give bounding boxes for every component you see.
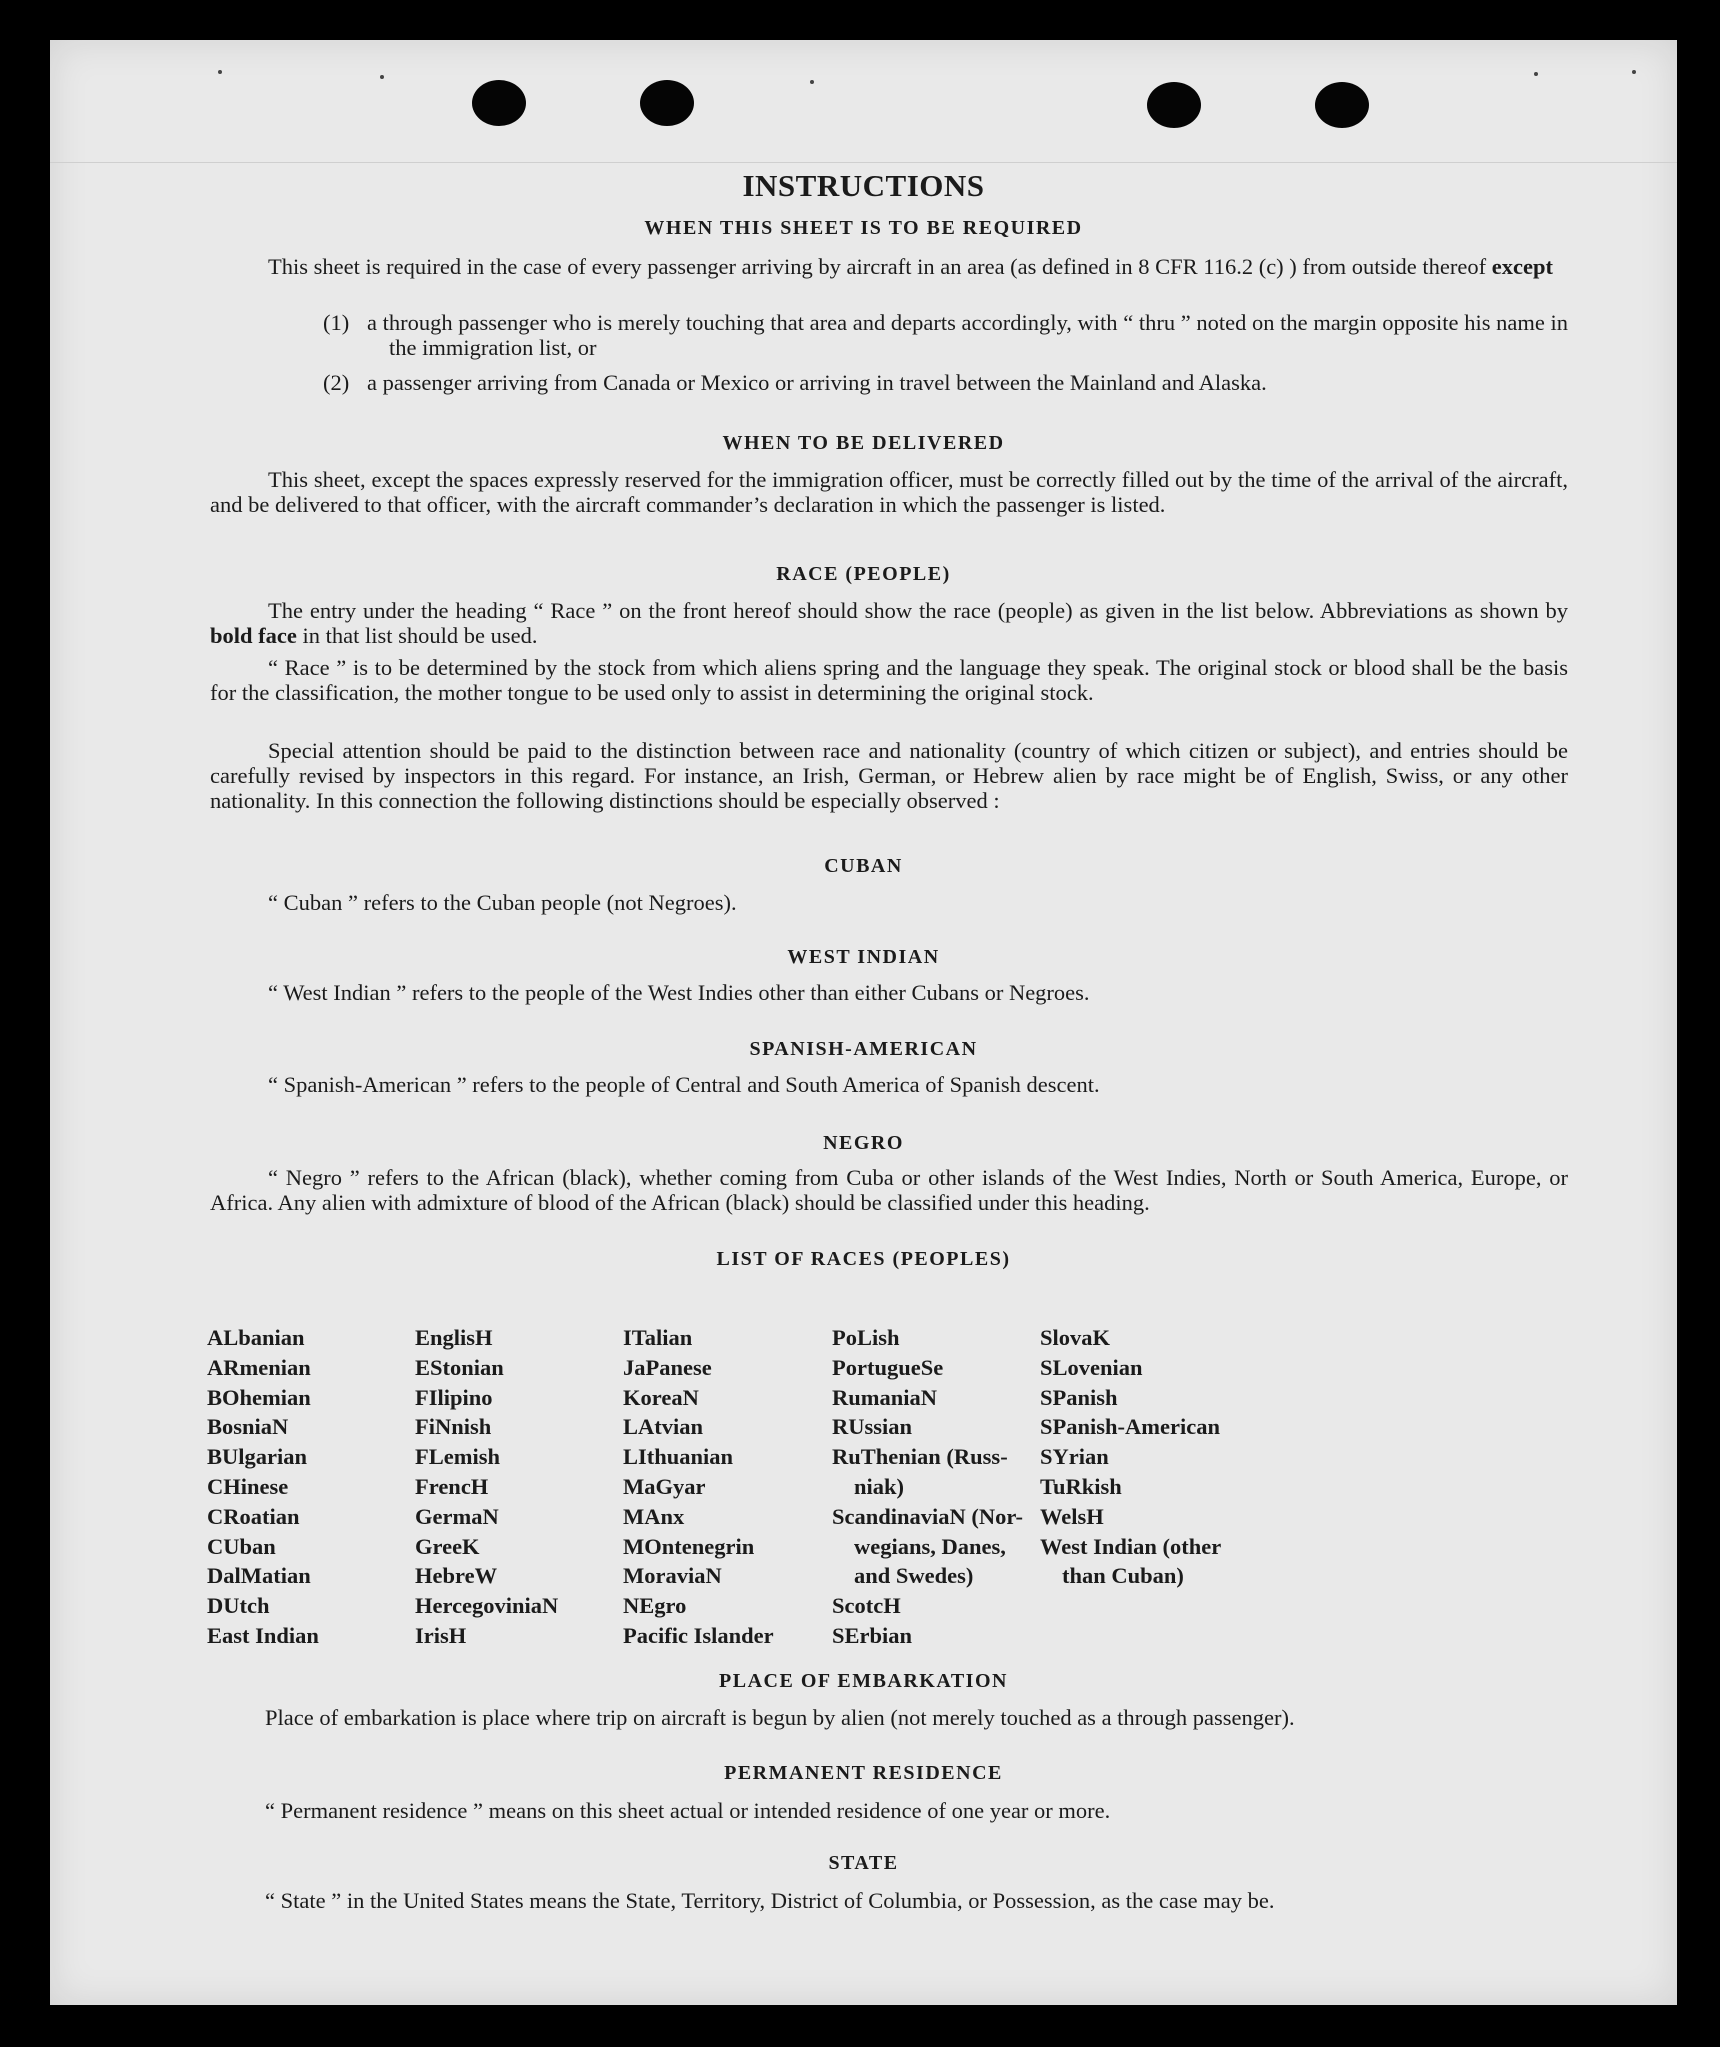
instructions-content <box>50 40 1677 2005</box>
race-name-continued: and Swedes) <box>854 1563 974 1589</box>
races-column-4 <box>832 1323 1023 1651</box>
race-name: LAtvian <box>623 1414 704 1440</box>
race-name: HebreW <box>415 1563 498 1589</box>
race-name: ITalian <box>623 1325 693 1350</box>
heading-cuban: CUBAN <box>824 855 903 877</box>
paragraph-race-1: The entry under the heading “ Race ” on the front hereof should show the race (people) as given in the list below. Abbreviations as shown by bold face in that list should be used. <box>210 598 1568 648</box>
paragraph-spanish-american: “ Spanish-American ” refers to the people of Central and South America of Spanish descent. <box>268 1072 1100 1097</box>
heading-residence: PERMANENT RESIDENCE <box>724 1762 1003 1784</box>
page-title: INSTRUCTIONS <box>742 168 985 203</box>
race-name: CUban <box>207 1533 276 1559</box>
heading-west-indian: WEST INDIAN <box>787 946 940 968</box>
race-name: PortugueSe <box>832 1354 944 1380</box>
race-name: SErbian <box>832 1622 913 1648</box>
race-name: DUtch <box>207 1593 270 1619</box>
race-name: RumaniaN <box>832 1384 938 1410</box>
race-name: ScandinaviaN (Nor- <box>832 1503 1024 1529</box>
heading-embarkation: PLACE OF EMBARKATION <box>719 1670 1008 1692</box>
race-name: SPanish <box>1040 1384 1118 1410</box>
heading-state: STATE <box>828 1852 899 1874</box>
race-name: GermaN <box>415 1503 499 1529</box>
heading-when-delivered: WHEN TO BE DELIVERED <box>722 432 1005 454</box>
race-name-continued: wegians, Danes, <box>854 1533 1006 1559</box>
race-name: IrisH <box>415 1622 467 1648</box>
races-column-2 <box>415 1323 558 1651</box>
race-name: MaGyar <box>623 1473 706 1499</box>
race-name: FIlipino <box>415 1384 493 1410</box>
race-name: RuThenian (Russ- <box>832 1444 1008 1470</box>
race-name: NEgro <box>623 1593 687 1619</box>
race-name: JaPanese <box>623 1354 712 1380</box>
race-name: FiNnish <box>415 1414 492 1440</box>
race-name: SYrian <box>1040 1444 1109 1470</box>
paragraph-state: “ State ” in the United States means the State, Territory, District of Columbia, or Possession, as the case may be. <box>265 1888 1275 1913</box>
list-item: (1) a through passenger who is merely touching that area and departs accordingly, with “ thru ” noted on the margin opposite his name in the immigration list, or <box>323 310 1568 360</box>
race-name: RUssian <box>832 1414 913 1440</box>
race-name: TuRkish <box>1040 1473 1122 1499</box>
race-name: GreeK <box>415 1533 480 1559</box>
race-name: SLovenian <box>1040 1354 1143 1380</box>
race-name: MOntenegrin <box>623 1533 755 1559</box>
document-page <box>50 40 1677 2005</box>
race-name: West Indian (other <box>1040 1533 1222 1559</box>
race-name: East Indian <box>207 1622 319 1648</box>
race-name: SlovaK <box>1040 1325 1111 1350</box>
race-name: MoraviaN <box>623 1563 722 1589</box>
race-name-continued: niak) <box>854 1473 905 1499</box>
heading-when-required: WHEN THIS SHEET IS TO BE REQUIRED <box>644 217 1083 239</box>
list-item: (2) a passenger arriving from Canada or Mexico or arriving in travel between the Mainland and Alaska. <box>323 370 1267 395</box>
paragraph-race-3: Special attention should be paid to the distinction between race and nationality (country of which citizen or subject), and entries should be carefully revised by inspectors in this regard. For instance, an Irish, German, or Hebrew alien by race might be of English, Swiss, or any other nationality. In this connection the following distinctions should be especially observed : <box>210 738 1568 813</box>
races-column-3 <box>623 1323 774 1651</box>
paragraph-negro: “ Negro ” refers to the African (black), whether coming from Cuba or other islands of the West Indies, North or South America, Europe, or Africa. Any alien with admixture of blood of the African (black) should be classified under this heading. <box>210 1165 1568 1215</box>
race-name: FrencH <box>415 1473 489 1499</box>
paragraph-west-indian: “ West Indian ” refers to the people of the West Indies other than either Cubans or Negroes. <box>268 980 1090 1005</box>
heading-list-of-races: LIST OF RACES (PEOPLES) <box>716 1248 1011 1270</box>
race-name: ARmenian <box>207 1354 311 1380</box>
heading-spanish-american: SPANISH-AMERICAN <box>749 1038 978 1060</box>
paragraph-required: This sheet is required in the case of every passenger arriving by aircraft in an area (as defined in 8 CFR 116.2 (c) ) from outside thereof except <box>268 254 1553 279</box>
paragraph-cuban: “ Cuban ” refers to the Cuban people (not Negroes). <box>268 890 737 915</box>
races-column-5 <box>1040 1323 1221 1591</box>
race-name: EStonian <box>415 1354 504 1380</box>
race-name: DalMatian <box>207 1563 311 1589</box>
race-name: LIthuanian <box>623 1444 734 1470</box>
race-name: PoLish <box>832 1325 900 1350</box>
race-name: WelsH <box>1040 1503 1104 1529</box>
heading-negro: NEGRO <box>823 1132 904 1154</box>
paragraph-race-2: “ Race ” is to be determined by the stock from which aliens spring and the language they speak. The original stock or blood shall be the basis for the classification, the mother tongue to be used only to assist in determining the original stock. <box>210 655 1568 705</box>
paragraph-residence: “ Permanent residence ” means on this sheet actual or intended residence of one year or more. <box>265 1798 1111 1823</box>
race-name: ALbanian <box>207 1325 305 1350</box>
race-name: ScotcH <box>832 1593 901 1619</box>
race-name: BOhemian <box>207 1384 311 1410</box>
race-name: HercegoviniaN <box>415 1593 559 1619</box>
race-name-continued: than Cuban) <box>1062 1563 1184 1589</box>
race-name: CRoatian <box>207 1503 300 1529</box>
race-name: BUlgarian <box>207 1444 308 1470</box>
race-name: CHinese <box>207 1473 289 1499</box>
race-name: KoreaN <box>623 1384 699 1410</box>
heading-race: RACE (PEOPLE) <box>776 563 951 585</box>
race-name: Pacific Islander <box>623 1622 774 1648</box>
race-name: BosniaN <box>207 1414 289 1440</box>
race-name: MAnx <box>623 1503 685 1529</box>
paragraph-embarkation: Place of embarkation is place where trip on aircraft is begun by alien (not merely touched as a through passenger). <box>265 1705 1295 1730</box>
paragraph-delivered: This sheet, except the spaces expressly reserved for the immigration officer, must be correctly filled out by the time of the arrival of the aircraft, and be delivered to that officer, with the aircraft commander’s declaration in which the passenger is listed. <box>210 467 1568 517</box>
races-column-1 <box>207 1323 319 1651</box>
race-name: EnglisH <box>415 1325 493 1350</box>
race-name: SPanish-American <box>1040 1414 1220 1440</box>
race-name: FLemish <box>415 1444 501 1470</box>
